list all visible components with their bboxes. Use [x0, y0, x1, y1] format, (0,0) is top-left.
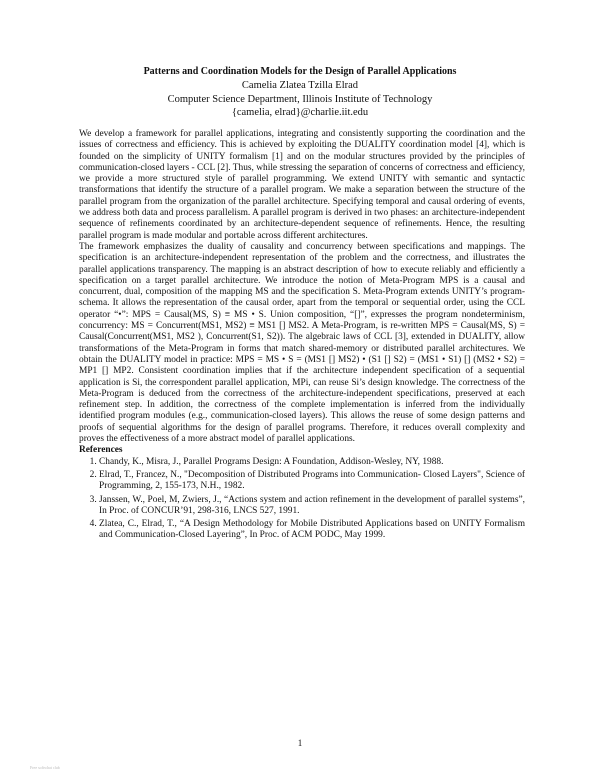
authors: Camelia Zlatea Tzilla Elrad — [241, 80, 359, 91]
footer-note: Free softwhat club — [30, 765, 60, 770]
affiliation: Computer Science Department, Illinois Institute of Technology — [167, 94, 433, 105]
page-number: 1 — [297, 738, 303, 748]
references-list — [79, 457, 525, 542]
reference-item: 4. Zlatea, C., Elrad, T., “A Design Methodology for Mobile Distributed Applications based on UNITY Formalism and Communication-Closed Layering”, In Proc. of ACM PODC, May 1999. — [99, 519, 525, 542]
reference-item: 2. Elrad, T., Francez, N., "Decomposition of Distributed Programs into Communication- Closed Layers", Science of Programming, 2, 155-173, N.H., 1982. — [99, 470, 525, 493]
paper-title: Patterns and Coordination Models for the Design of Parallel Applications — [143, 66, 457, 77]
reference-item: 1. Chandy, K., Misra, J., Parallel Programs Design: A Foundation, Addison-Wesley, NY, 1988. — [99, 457, 525, 468]
references-heading: References — [79, 445, 123, 456]
abstract-paragraph-1: We develop a framework for parallel applications, integrating and consistently supporting the coordination and the issues of correctness and efficiency. This is achieved by exploiting the DUALITY coordination model [4], which is founded on the simplicity of UNITY formalism [1] and on the modular structures provided by the principles of communication-closed layers - CCL [2]. Thus, while stressing the separation of concerns of correctness and efficiency, we provide a more structured style of parallel programming. We extend UNITY with semantic and syntactic transformations that identify the structure of a parallel program. We make a separation between the structure of the parallel program from the organization of the parallel architecture. Specifying temporal and causal ordering of events, we address both data and process parallelism. A parallel program is derived in two phases: an architecture-independent sequence of refinements coordinated by an architecture-dependent sequence of refinements. Hence, the resulting parallel program is made modular and portable across different architectures. — [79, 129, 525, 241]
emails: {camelia, elrad}@charlie.iit.edu — [231, 107, 369, 118]
reference-item: 3. Janssen, W., Poel, M, Zwiers, J., “Actions system and action refinement in the development of parallel systems”, In Proc. of CONCUR’91, 298-316, LNCS 527, 1991. — [99, 495, 525, 518]
paper-body — [79, 129, 525, 544]
abstract-paragraph-2: The framework emphasizes the duality of causality and concurrency between specifications and mappings. The specification is an architecture-independent representation of the problem and the correctness, and illustrates the parallel applications transparency. The mapping is an abstract description of how to execute reliably and efficiently a specification on a target parallel architecture. We introduce the notion of Meta-Program MPS is a causal and concurrent, dual, composition of the mapping MS and the specification S. Meta-Program extends UNITY’s program-schema. It allows the representation of the causal order, apart from the temporal or sequential order, using the CCL operator “•”: MPS = Causal(MS, S) ≡ MS • S. Union composition, “[]”, expresses the program nondeterminism, concurrency: MS = Concurrent(MS1, MS2) ≡ MS1 [] MS2. A Meta-Program, is re-written MPS = Causal(MS, S) = Causal(Concurrent(MS1, MS2 ), Concurrent(S1, S2)). The algebraic laws of CCL [3], extended in DUALITY, allow transformations of the Meta-Program in forms that match shared-memory or distributed parallel architectures. We obtain the DUALITY model in practice: MPS = MS • S = (MS1 [] MS2) • (S1 [] S2) = (MS1 • S1) [] (MS2 • S2) = MP1 [] MP2. Consistent coordination implies that if the architecture independent specification of a sequential application is Si, the correspondent parallel application, MPi, can reuse Si’s design knowledge. The correctness of the Meta-Program is deduced from the correctness of the architecture-independent specifications, preserved at each refinement step. In addition, the correctness of the complete implementation is inferred from the individually identified program modules (e.g., communication-closed layers). This allows the reuse of some design patterns and proofs of sequential algorithms for the design of parallel programs. Therefore, it reduces overall complexity and proves the effectiveness of a more abstract model of parallel applications. — [79, 241, 525, 445]
